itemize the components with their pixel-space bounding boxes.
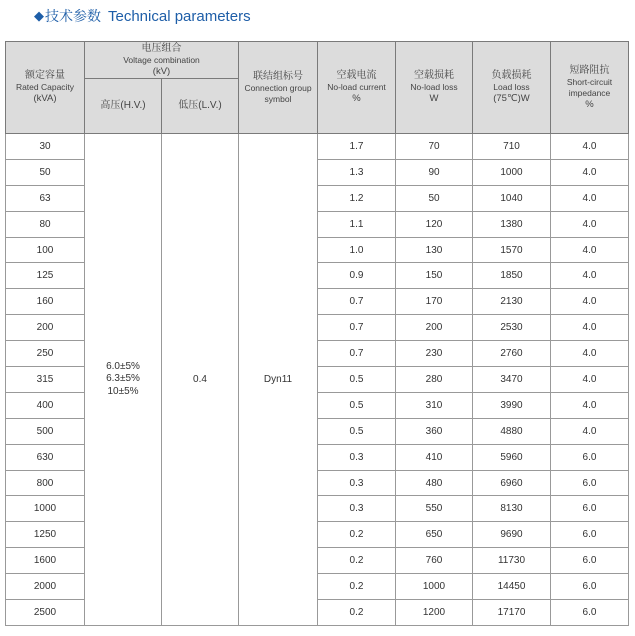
high-voltage-header-label: 高压(H.V.) (100, 100, 146, 111)
rated-capacity-cell: 125 (6, 263, 85, 289)
load-loss-cell: 1570 (473, 237, 551, 263)
impedance-cell: 4.0 (551, 159, 629, 185)
no-load-current-cell: 0.5 (318, 392, 396, 418)
impedance-cell: 6.0 (551, 444, 629, 470)
no-load-current-cell: 1.2 (318, 185, 396, 211)
table-body (6, 134, 629, 626)
no-load-loss-cell: 150 (396, 263, 473, 289)
no-load-current-cell: 0.9 (318, 263, 396, 289)
no-load-loss-header (396, 42, 473, 134)
connection-group-header (239, 42, 318, 134)
no-load-current-header-unit: % (352, 93, 361, 104)
load-loss-cell: 3470 (473, 367, 551, 393)
load-loss-cell: 4880 (473, 418, 551, 444)
section-title-zh: 技术参数 (45, 8, 101, 24)
load-loss-cell: 2760 (473, 341, 551, 367)
no-load-loss-cell: 230 (396, 341, 473, 367)
high-voltage-cell (85, 134, 162, 626)
no-load-current-cell: 0.5 (318, 367, 396, 393)
no-load-loss-cell: 200 (396, 315, 473, 341)
no-load-current-header-en: No-load current (327, 82, 386, 92)
rated-capacity-cell: 500 (6, 418, 85, 444)
no-load-loss-header-en: No-load loss (410, 82, 458, 92)
no-load-loss-cell: 280 (396, 367, 473, 393)
impedance-cell: 6.0 (551, 470, 629, 496)
rated-capacity-header-zh: 额定容量 (25, 70, 65, 81)
no-load-current-cell: 0.7 (318, 315, 396, 341)
impedance-cell: 4.0 (551, 134, 629, 160)
rated-capacity-header (6, 42, 85, 134)
load-loss-cell: 3990 (473, 392, 551, 418)
no-load-loss-cell: 480 (396, 470, 473, 496)
load-loss-cell: 1040 (473, 185, 551, 211)
rated-capacity-cell: 200 (6, 315, 85, 341)
impedance-cell: 4.0 (551, 315, 629, 341)
no-load-loss-cell: 760 (396, 548, 473, 574)
load-loss-cell: 1380 (473, 211, 551, 237)
rated-capacity-header-en: Rated Capacity (15, 82, 75, 92)
no-load-loss-cell: 170 (396, 289, 473, 315)
rated-capacity-cell: 630 (6, 444, 85, 470)
no-load-loss-cell: 410 (396, 444, 473, 470)
rated-capacity-cell: 1600 (6, 548, 85, 574)
impedance-cell: 4.0 (551, 185, 629, 211)
technical-parameters-table (5, 41, 629, 626)
rated-capacity-cell: 160 (6, 289, 85, 315)
impedance-header-zh: 短路阻抗 (569, 64, 610, 76)
no-load-loss-cell: 70 (396, 134, 473, 160)
high-voltage-value: 6.3±5% (106, 373, 140, 385)
load-loss-header (473, 42, 551, 134)
rated-capacity-cell: 80 (6, 211, 85, 237)
load-loss-header-en: Load loss (493, 82, 530, 92)
load-loss-cell: 9690 (473, 522, 551, 548)
no-load-current-cell: 0.5 (318, 418, 396, 444)
section-title (34, 6, 251, 26)
no-load-current-header-zh: 空载电流 (336, 70, 377, 81)
voltage-combination-header-zh: 电压组合 (141, 42, 182, 54)
rated-capacity-cell: 50 (6, 159, 85, 185)
connection-group-header-en-1: Connection group (244, 82, 312, 93)
rated-capacity-cell: 800 (6, 470, 85, 496)
no-load-loss-header-unit: W (429, 93, 439, 104)
rated-capacity-cell: 30 (6, 134, 85, 160)
impedance-cell: 4.0 (551, 367, 629, 393)
voltage-combination-header-unit: (kV) (152, 65, 171, 77)
rated-capacity-cell: 250 (6, 341, 85, 367)
load-loss-header-zh: 负载损耗 (491, 70, 532, 81)
impedance-cell: 6.0 (551, 522, 629, 548)
impedance-cell: 6.0 (551, 496, 629, 522)
load-loss-cell: 2530 (473, 315, 551, 341)
no-load-current-cell: 0.2 (318, 574, 396, 600)
low-voltage-cell: 0.4 (162, 134, 239, 626)
connection-group-cell: Dyn11 (239, 134, 318, 626)
no-load-loss-cell: 130 (396, 237, 473, 263)
rated-capacity-cell: 2000 (6, 574, 85, 600)
no-load-current-cell: 0.3 (318, 470, 396, 496)
no-load-loss-cell: 90 (396, 159, 473, 185)
rated-capacity-header-unit: (kVA) (33, 93, 57, 104)
no-load-current-cell: 1.1 (318, 211, 396, 237)
connection-group-header-zh: 联结组标号 (253, 70, 303, 82)
impedance-cell: 4.0 (551, 289, 629, 315)
no-load-loss-cell: 1000 (396, 574, 473, 600)
high-voltage-value: 10±5% (107, 385, 139, 397)
load-loss-header-unit: (75℃)W (493, 93, 530, 104)
rated-capacity-cell: 100 (6, 237, 85, 263)
no-load-loss-cell: 120 (396, 211, 473, 237)
load-loss-cell: 2130 (473, 289, 551, 315)
voltage-combination-header-en: Voltage combination (123, 54, 200, 65)
no-load-current-cell: 0.7 (318, 289, 396, 315)
voltage-combination-header (85, 42, 239, 79)
impedance-cell: 6.0 (551, 600, 629, 626)
impedance-cell: 4.0 (551, 418, 629, 444)
header-row-top (6, 42, 629, 79)
load-loss-cell: 14450 (473, 574, 551, 600)
impedance-cell: 6.0 (551, 574, 629, 600)
table-header (6, 42, 629, 134)
no-load-current-header (318, 42, 396, 134)
no-load-current-cell: 0.2 (318, 522, 396, 548)
load-loss-cell: 710 (473, 134, 551, 160)
rated-capacity-cell: 315 (6, 367, 85, 393)
section-title-en: Technical parameters (108, 8, 251, 25)
connection-group-header-en-2: symbol (264, 93, 292, 104)
rated-capacity-cell: 1000 (6, 496, 85, 522)
impedance-cell: 4.0 (551, 211, 629, 237)
load-loss-cell: 5960 (473, 444, 551, 470)
no-load-current-cell: 1.0 (318, 237, 396, 263)
no-load-current-cell: 0.2 (318, 600, 396, 626)
high-voltage-value: 6.0±5% (106, 360, 140, 372)
no-load-current-cell: 0.3 (318, 496, 396, 522)
no-load-current-cell: 0.7 (318, 341, 396, 367)
diamond-bullet-icon: ◆ (34, 9, 44, 24)
impedance-cell: 4.0 (551, 341, 629, 367)
load-loss-cell: 1000 (473, 159, 551, 185)
no-load-loss-cell: 650 (396, 522, 473, 548)
load-loss-cell: 11730 (473, 548, 551, 574)
no-load-current-cell: 1.7 (318, 134, 396, 160)
no-load-loss-header-zh: 空载损耗 (414, 70, 454, 81)
high-voltage-header (85, 79, 162, 134)
rated-capacity-cell: 2500 (6, 600, 85, 626)
low-voltage-header-label: 低压(L.V.) (178, 100, 222, 111)
load-loss-cell: 8130 (473, 496, 551, 522)
impedance-cell: 6.0 (551, 548, 629, 574)
no-load-loss-cell: 360 (396, 418, 473, 444)
impedance-header-en-1: Short-circuit (566, 76, 613, 87)
no-load-loss-cell: 1200 (396, 600, 473, 626)
impedance-cell: 4.0 (551, 263, 629, 289)
load-loss-cell: 1850 (473, 263, 551, 289)
rated-capacity-cell: 400 (6, 392, 85, 418)
no-load-loss-cell: 50 (396, 185, 473, 211)
impedance-header-en-2: impedance (568, 87, 611, 98)
impedance-header (551, 42, 629, 134)
rated-capacity-cell: 1250 (6, 522, 85, 548)
no-load-current-cell: 1.3 (318, 159, 396, 185)
no-load-current-cell: 0.2 (318, 548, 396, 574)
no-load-loss-cell: 550 (396, 496, 473, 522)
load-loss-cell: 6960 (473, 470, 551, 496)
no-load-loss-cell: 310 (396, 392, 473, 418)
load-loss-cell: 17170 (473, 600, 551, 626)
low-voltage-header (162, 79, 239, 134)
table-row (6, 134, 629, 160)
impedance-cell: 4.0 (551, 392, 629, 418)
rated-capacity-cell: 63 (6, 185, 85, 211)
no-load-current-cell: 0.3 (318, 444, 396, 470)
impedance-cell: 4.0 (551, 237, 629, 263)
impedance-header-unit: % (585, 98, 594, 110)
